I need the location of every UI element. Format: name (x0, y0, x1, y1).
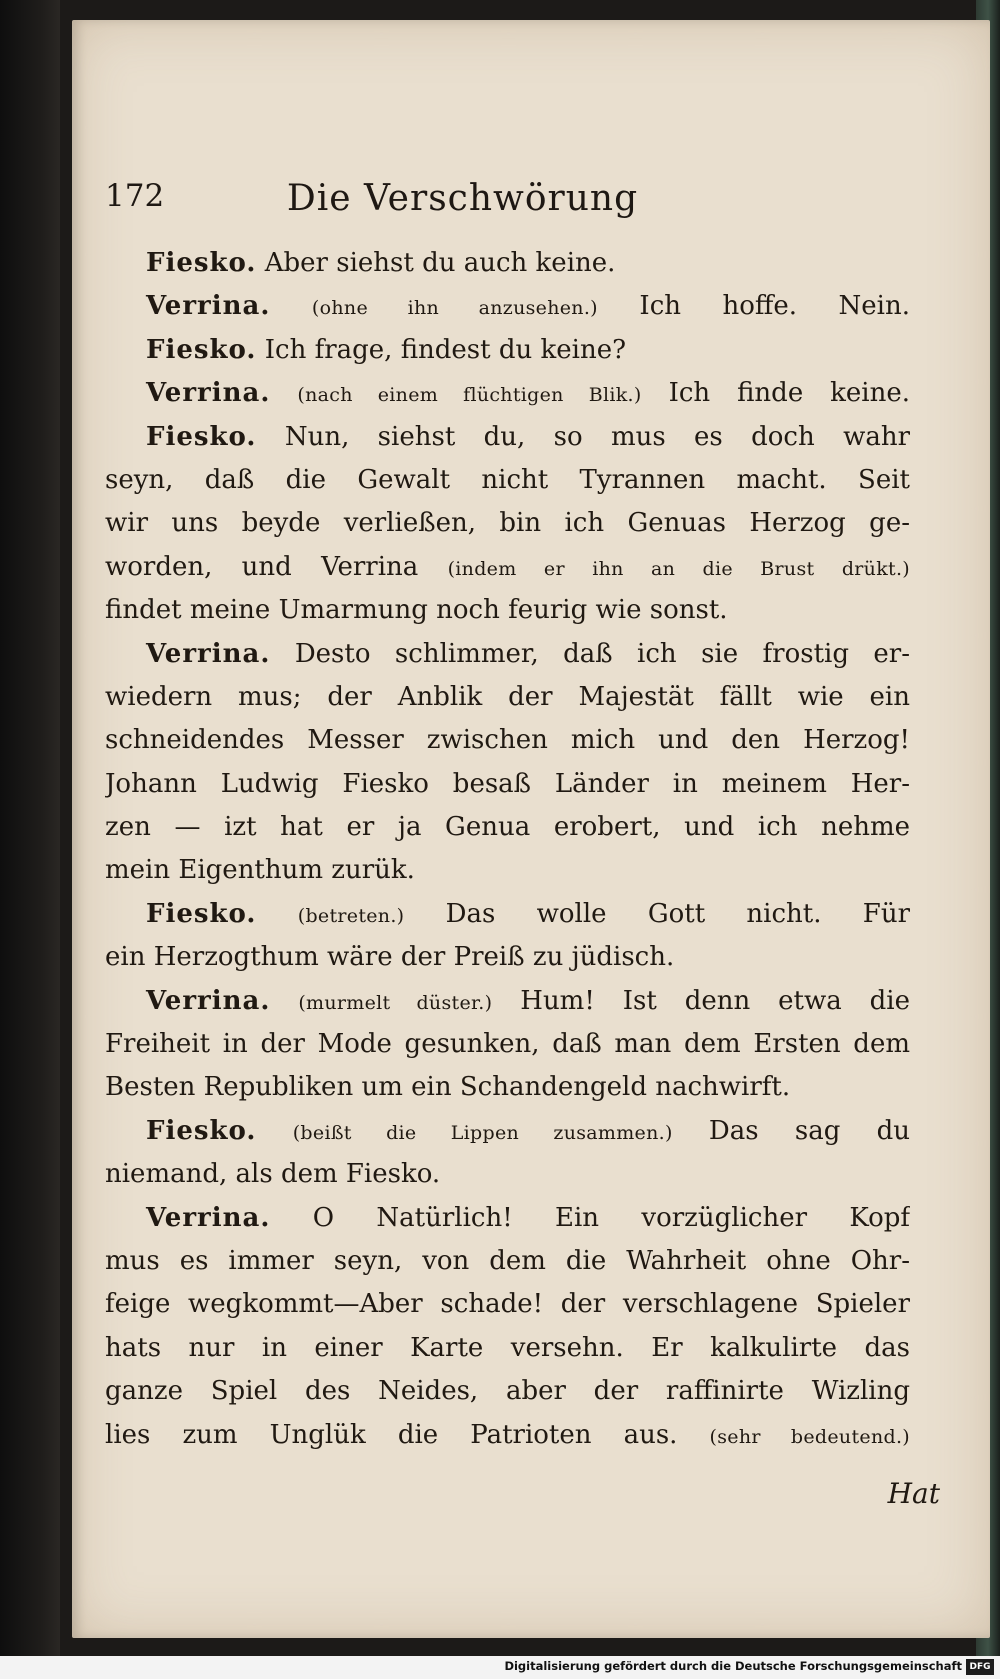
line-text: mein Eigenthum zurük. (105, 855, 415, 886)
stage-direction: (ohne ihn anzusehen.) (311, 297, 598, 320)
line-text: Freiheit in der Mode gesunken, daß man dem Ersten dem (105, 1029, 910, 1060)
speaker-name: Verrina. (146, 638, 271, 669)
dfg-logo: DFG (966, 1659, 994, 1675)
text-line (105, 893, 910, 936)
text-line (105, 719, 910, 762)
text-line (105, 502, 910, 545)
page-number: 172 (105, 178, 165, 214)
line-text: niemand, als dem Fiesko. (105, 1159, 441, 1190)
line-text: findet meine Umarmung noch feurig wie sonst. (105, 595, 728, 626)
text-line (105, 416, 910, 459)
speaker-name: Fiesko. (146, 898, 257, 929)
line-text: Nun, siehst du, so mus es doch wahr (284, 421, 910, 452)
text-line (105, 1283, 910, 1326)
speaker-name: Verrina. (146, 1202, 271, 1233)
line-text: seyn, daß die Gewalt nicht Tyrannen macht. Seit (105, 464, 910, 495)
speaker-name: Fiesko. (146, 334, 257, 365)
line-text: lies zum Unglük die Patrioten aus. (105, 1419, 678, 1450)
speaker-name: Verrina. (146, 291, 271, 322)
text-line (105, 849, 910, 892)
catchword: Hat (887, 1477, 940, 1510)
stage-direction: (murmelt düster.) (298, 991, 493, 1014)
text-line (105, 1240, 910, 1283)
line-text: schneidendes Messer zwischen mich und den Herzog! (105, 725, 910, 756)
line-text: Hum! Ist denn etwa die (492, 985, 910, 1016)
text-line (105, 1370, 910, 1413)
text-line (105, 980, 910, 1023)
text-line (105, 1197, 910, 1240)
funding-notice: Digitalisierung gefördert durch die Deutsche Forschungsgemeinschaft (504, 1659, 962, 1673)
text-line (105, 1066, 910, 1109)
text-line (105, 242, 910, 285)
line-text: feige wegkommt—Aber schade! der verschlagene Spieler (105, 1289, 910, 1320)
text-line (105, 329, 910, 372)
line-text: Ich finde keine. (641, 378, 910, 409)
line-text: worden, und Verrina (105, 551, 419, 582)
line-text: Besten Republiken um ein Schandengeld nachwirft. (105, 1072, 791, 1103)
text-line (105, 1327, 910, 1370)
text-line (105, 936, 910, 979)
speaker-name: Verrina. (146, 378, 271, 409)
line-text: ganze Spiel des Neides, aber der raffinirte Wizling (105, 1376, 910, 1407)
text-line (105, 285, 910, 328)
line-text: wiedern mus; der Anblik der Majestät fällt wie ein (105, 681, 910, 712)
stage-direction: (sehr bedeutend.) (709, 1425, 910, 1448)
line-text: mus es immer seyn, von dem die Wahrheit ohne Ohr- (105, 1245, 910, 1276)
line-text: Ich frage, findest du keine? (264, 334, 627, 365)
line-text: Aber siehst du auch keine. (264, 248, 616, 278)
text-line (105, 1110, 910, 1153)
stage-direction: (nach einem flüchtigen Blik.) (297, 384, 642, 407)
speaker-name: Fiesko. (146, 421, 257, 452)
text-line (105, 676, 910, 719)
text-line (105, 589, 910, 632)
line-text: Johann Ludwig Fiesko besaß Länder in meinem Her- (105, 768, 910, 799)
text-line (105, 372, 910, 415)
line-text: Das sag du (672, 1115, 910, 1146)
stage-direction: (betreten.) (297, 904, 405, 927)
running-title: Die Verschwörung (286, 178, 639, 219)
text-line (105, 763, 910, 806)
footer-bar (0, 1656, 1000, 1679)
text-line (105, 806, 910, 849)
line-text: Desto schlimmer, daß ich sie frostig er- (294, 638, 910, 669)
speaker-name: Fiesko. (146, 1115, 257, 1146)
speaker-name: Verrina. (146, 985, 271, 1016)
text-line (105, 459, 910, 502)
text-line (105, 633, 910, 676)
text-line (105, 1153, 910, 1196)
text-line (105, 1023, 910, 1066)
text-line (105, 1414, 910, 1457)
dialogue-text (105, 242, 910, 1457)
page-header (105, 178, 910, 238)
stage-direction: (indem er ihn an die Brust drükt.) (447, 557, 910, 580)
book-spine-shadow (0, 0, 60, 1679)
line-text: hats nur in einer Karte versehn. Er kalkulirte das (105, 1332, 910, 1363)
line-text: wir uns beyde verließen, bin ich Genuas Herzog ge- (105, 508, 910, 539)
text-line (105, 546, 910, 589)
line-text: O Natürlich! Ein vorzüglicher Kopf (312, 1202, 910, 1233)
line-text: Ich hoffe. Nein. (597, 291, 910, 322)
line-text: ein Herzogthum wäre der Preiß zu jüdisch. (105, 942, 675, 973)
speaker-name: Fiesko. (146, 248, 257, 278)
stage-direction: (beißt die Lippen zusammen.) (292, 1121, 673, 1144)
line-text: zen — izt hat er ja Genua erobert, und ich nehme (105, 812, 910, 843)
line-text: Das wolle Gott nicht. Für (404, 898, 910, 929)
